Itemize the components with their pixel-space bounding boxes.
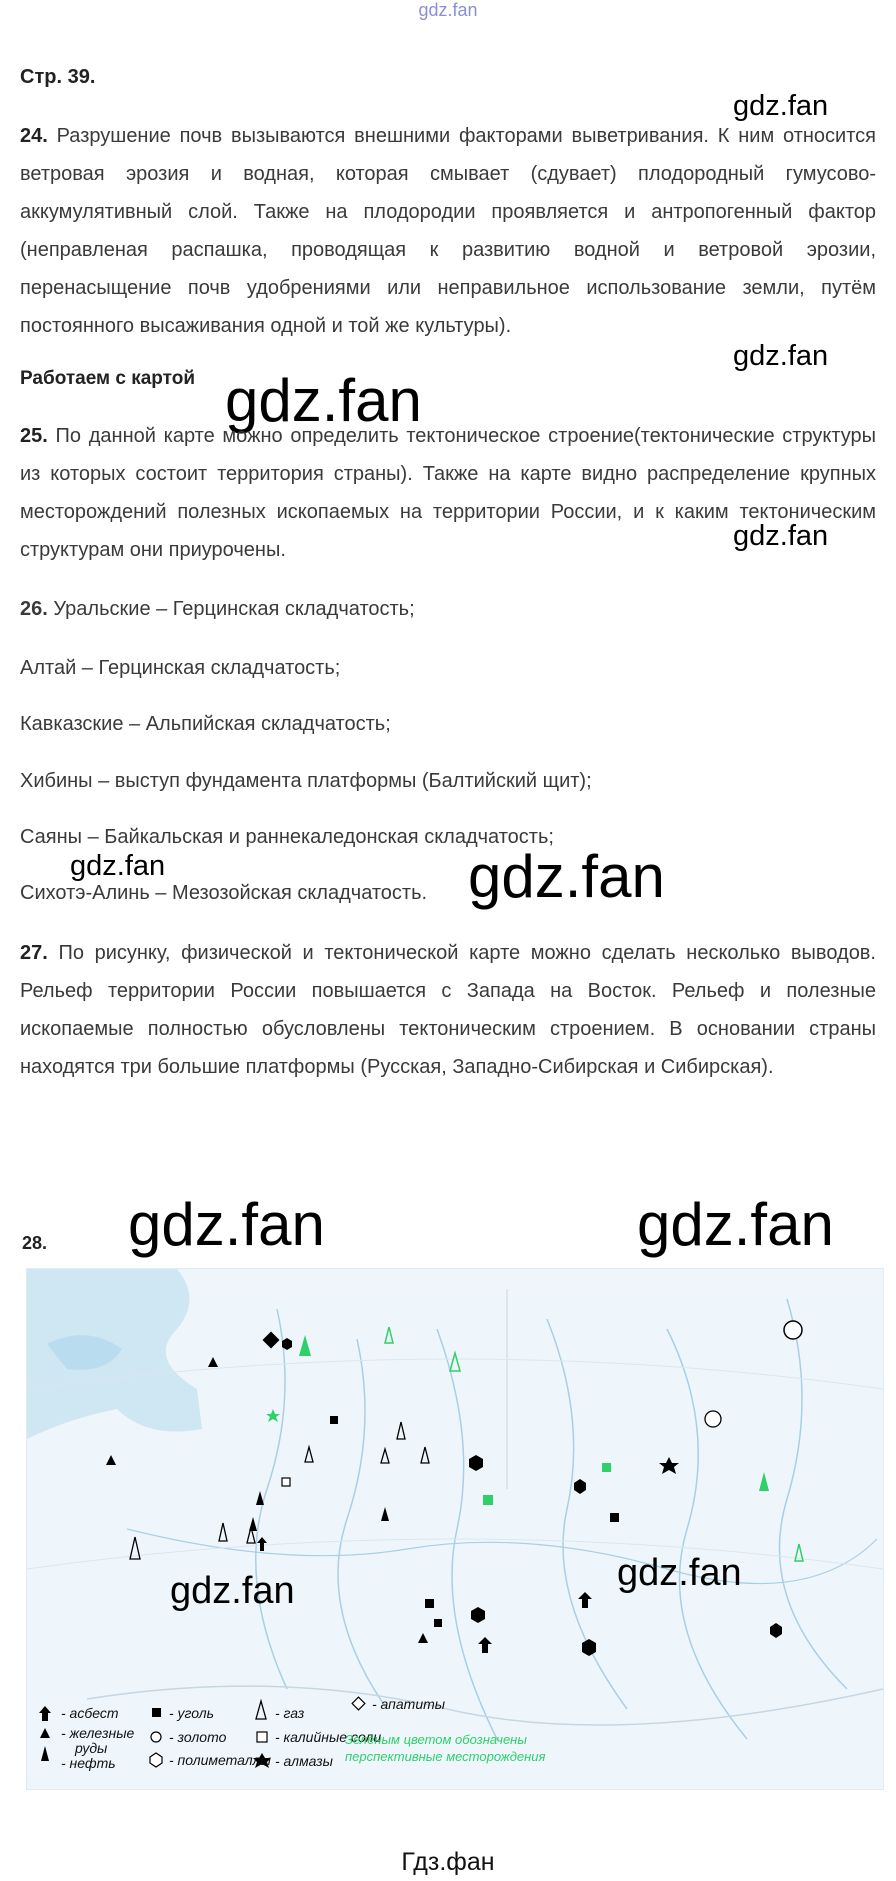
potash-icon — [257, 1732, 267, 1742]
oil-marker — [256, 1491, 264, 1505]
polymetal-marker — [574, 1479, 586, 1494]
watermark: gdz.fan — [733, 520, 829, 552]
paragraph-24 — [20, 117, 876, 345]
paragraph-26-line-3: Кавказские – Альпийская складчатость; — [20, 713, 391, 735]
paragraph-26-line-2: Алтай – Герцинская складчатость; — [20, 657, 341, 679]
coal-marker — [610, 1513, 619, 1522]
diamond-marker-green — [266, 1409, 280, 1422]
potash-marker — [282, 1478, 290, 1486]
gas-icon — [256, 1701, 266, 1719]
diamond-apatite-marker — [263, 1332, 280, 1349]
paragraph-28-number: 28. — [22, 1233, 48, 1253]
mineral-deposits-map — [26, 1268, 884, 1790]
gas-marker-green — [759, 1472, 769, 1491]
polymetal-marker — [582, 1639, 596, 1656]
paragraph-text: Разрушение почв вызываются внешними факторами выветривания. К ним относится ветровая эрозия и водная, которая смывает (сдувает) плодородный гумусово-аккумулятивный слой. Также на плодородии проявляется и антропогенный фактор (неправленая распашка, проводящая к развитию водной и ветровой эрозии, перенасыщение почв удобрениями или неправильное использование земли, путём постоянного высаживания одной и той же культуры). — [20, 125, 876, 337]
polymetal-marker — [471, 1607, 485, 1623]
watermark: gdz.fan — [617, 1552, 742, 1594]
paragraph-text: По данной карте можно определить тектоническое строение(тектонические структуры из которых состоит территория страны). Также на карте видно распределение крупных месторождений полезных ископаемых на территории России, и к каким тектоническим структурам они приурочены. — [20, 425, 876, 561]
legend-asbestos: - асбест — [61, 1705, 119, 1721]
legend-iron-ore-2: руды — [75, 1740, 108, 1756]
iron-ore-marker — [208, 1357, 218, 1367]
watermark: gdz.fan — [70, 850, 166, 882]
legend-gas: - газ — [275, 1705, 305, 1721]
page-label: Стр. 39. — [20, 66, 96, 88]
watermark: gdz.fan — [637, 1191, 834, 1258]
asbestos-icon — [39, 1706, 51, 1721]
paragraph-number: 27. — [20, 942, 48, 964]
oil-marker — [381, 1507, 389, 1521]
coal-marker — [425, 1599, 434, 1608]
watermark: gdz.fan — [733, 340, 829, 372]
watermark: gdz.fan — [733, 90, 829, 122]
gas-marker — [397, 1422, 405, 1439]
paragraph-26-line-5: Саяны – Байкальская и раннекаледонская складчатость; — [20, 826, 554, 848]
legend-oil: - нефть — [61, 1755, 116, 1771]
paragraph-number: 25. — [20, 425, 48, 447]
legend-coal: - уголь — [169, 1705, 215, 1721]
paragraph-number: 24. — [20, 125, 48, 147]
legend-gold: - золото — [169, 1729, 227, 1745]
paragraph-26-line-4: Хибины – выступ фундамента платформы (Балтийский щит); — [20, 770, 592, 792]
legend-green-note: Зелёным цветом обозначены — [345, 1732, 527, 1747]
gas-marker-green — [450, 1353, 460, 1371]
asbestos-marker — [578, 1592, 592, 1608]
coal-marker-green — [483, 1495, 493, 1505]
coal-icon — [152, 1708, 161, 1717]
iron-ore-icon — [40, 1728, 50, 1738]
watermark: gdz.fan — [225, 367, 422, 434]
gas-marker — [381, 1449, 389, 1463]
legend-iron-ore: - железные — [61, 1725, 135, 1741]
map-drawing — [27, 1269, 883, 1789]
gas-marker — [219, 1523, 227, 1541]
river — [338, 1339, 387, 1709]
gas-marker — [305, 1447, 313, 1462]
asbestos-marker — [257, 1537, 267, 1551]
gold-marker — [784, 1321, 802, 1339]
legend-diamonds: - алмазы — [275, 1753, 333, 1769]
polymetal-marker — [770, 1623, 782, 1638]
paragraph-26-line-6: Сихотэ-Алинь – Мезозойская складчатость. — [20, 882, 428, 904]
gold-icon — [151, 1732, 161, 1742]
polymetals-icon — [150, 1753, 162, 1767]
asbestos-marker — [478, 1637, 492, 1653]
coal-marker-green — [602, 1463, 611, 1472]
paragraph-text: Уральские – Герцинская складчатость; — [53, 598, 415, 620]
oil-icon — [41, 1746, 49, 1761]
coal-marker — [330, 1416, 338, 1424]
paragraph-26-line-1 — [20, 598, 415, 621]
river — [780, 1299, 848, 1689]
paragraph-text: По рисунку, физической и тектонической карте можно сделать несколько выводов. Рельеф территории России повышается с Запада на Восток. Рельеф и полезные ископаемые полностью обусловлены тектоническим строением. В основании страны находятся три большие платформы (Русская, Западно-Сибирская и Сибирская). — [20, 942, 876, 1078]
gas-marker-green — [385, 1327, 393, 1343]
polymetal-marker — [469, 1455, 483, 1471]
watermark: gdz.fan — [128, 1191, 325, 1258]
legend-polymetals: - полиметаллы — [169, 1752, 271, 1768]
river — [437, 1329, 497, 1739]
gas-marker-green — [299, 1335, 311, 1356]
gold-marker — [705, 1411, 721, 1427]
river — [667, 1329, 747, 1739]
iron-ore-marker — [106, 1455, 116, 1465]
watermark: gdz.fan — [468, 843, 665, 910]
coal-marker — [434, 1619, 442, 1627]
footer-watermark: Гдз.фан — [401, 1848, 495, 1876]
iron-ore-marker — [418, 1633, 428, 1643]
legend-green-note-2: перспективные месторождения — [345, 1749, 546, 1764]
paragraph-27 — [20, 934, 876, 1086]
gas-marker — [421, 1447, 429, 1463]
paragraph-number: 26. — [20, 598, 48, 620]
watermark: gdz.fan — [170, 1570, 295, 1612]
top-watermark: gdz.fan — [418, 0, 478, 20]
legend-apatite: - апатиты — [372, 1696, 446, 1712]
legend-potash: - калийные соли — [275, 1729, 382, 1745]
apatite-icon — [352, 1697, 365, 1710]
section-heading: Работаем с картой — [20, 368, 195, 389]
diamond-marker — [659, 1457, 679, 1474]
